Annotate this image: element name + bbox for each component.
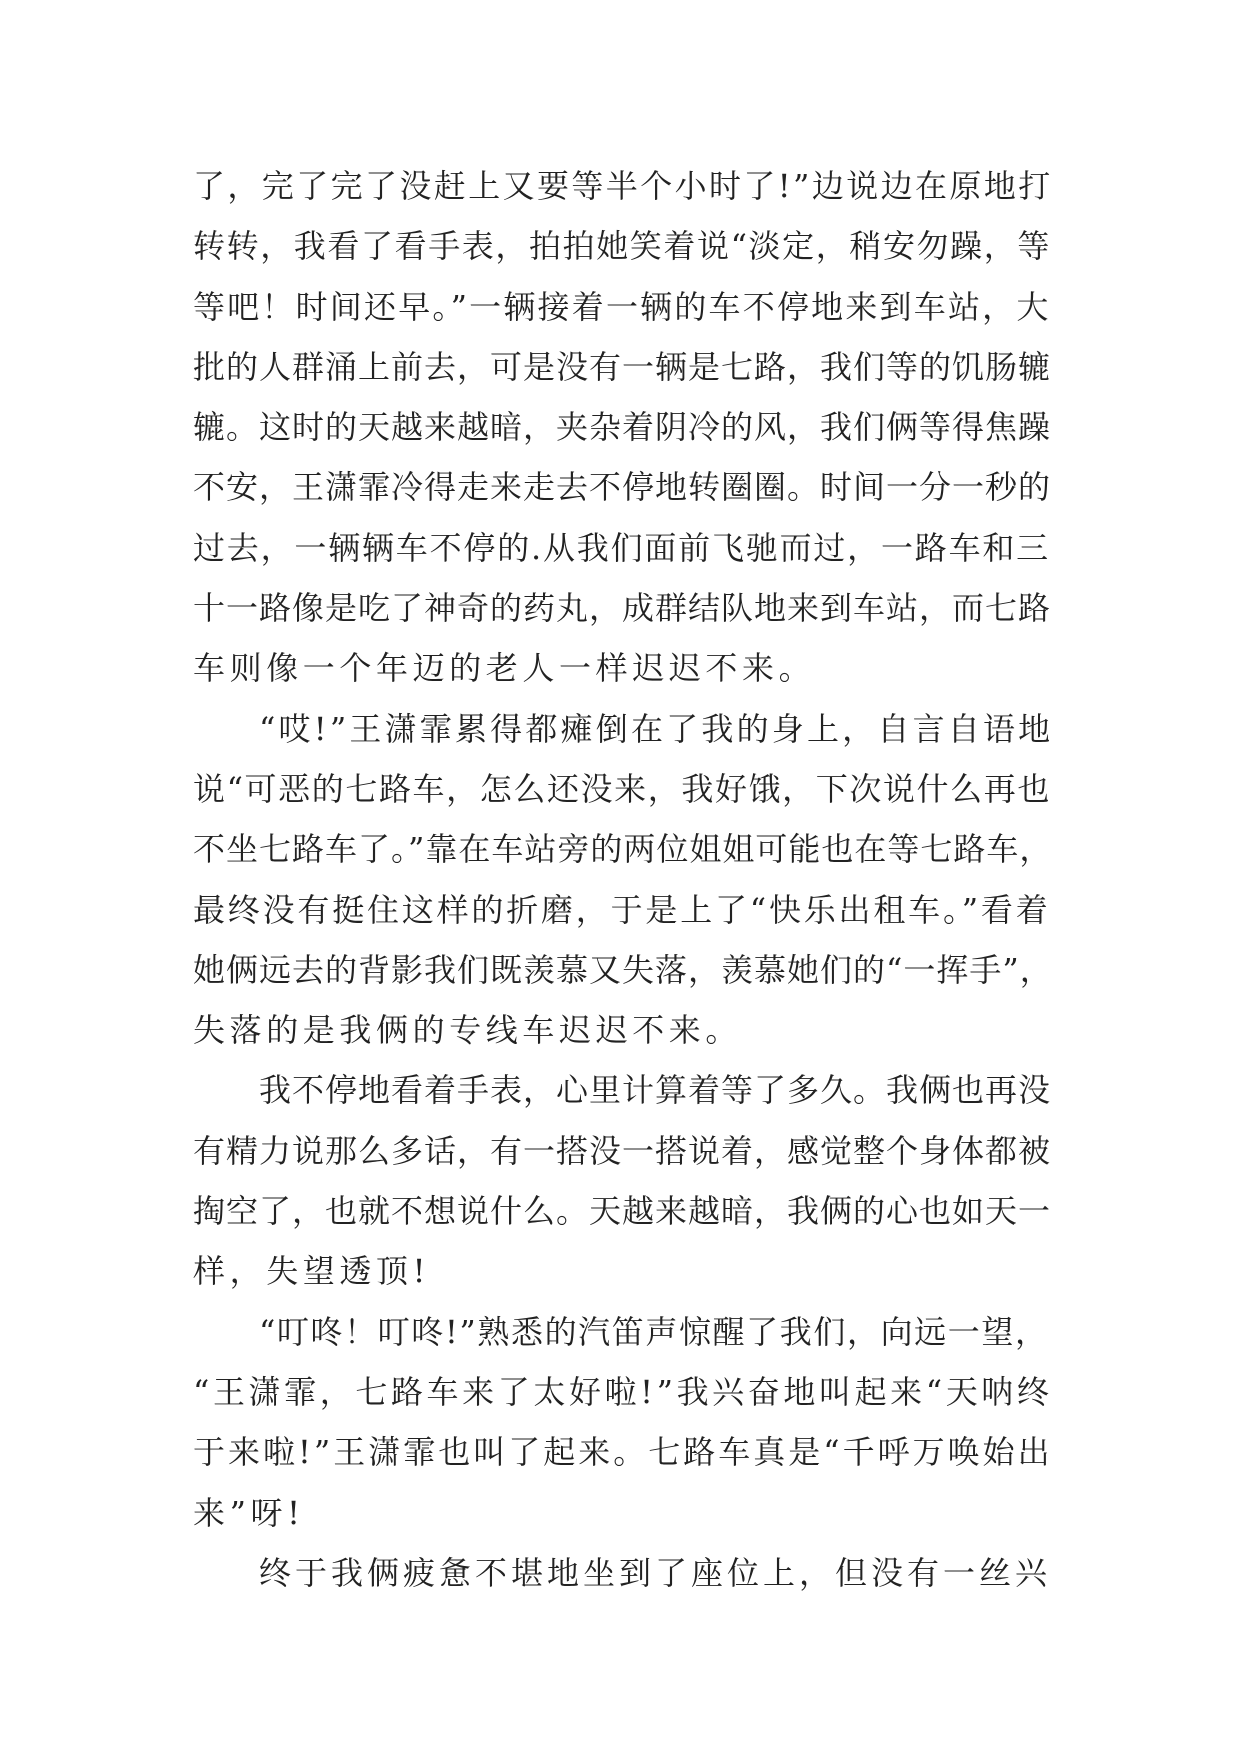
paragraph-first-line: 终于我俩疲惫不堪地坐到了座位上，但没有一丝兴 xyxy=(259,1553,1052,1592)
text-line: 不安，王潇霏冷得走来走去不停地转圈圈。时间一分一秒的 xyxy=(193,468,1052,507)
text-line: 有精力说那么多话，有一搭没一搭说着，感觉整个身体都被 xyxy=(193,1131,1052,1170)
text-line: 样，失望透顶! xyxy=(193,1252,431,1291)
text-line: 辘。这时的天越来越暗，夹杂着阴冷的风，我们俩等得焦躁 xyxy=(193,408,1052,447)
text-line: 批的人群涌上前去，可是没有一辆是七路，我们等的饥肠辘 xyxy=(193,347,1052,386)
paragraph-first-line: 我不停地看着手表，心里计算着等了多久。我俩也再没 xyxy=(259,1071,1052,1110)
text-line: 来”呀! xyxy=(193,1493,305,1532)
text-line: 不坐七路车了。”靠在车站旁的两位姐姐可能也在等七路车， xyxy=(193,830,1053,869)
text-line: 她俩远去的背影我们既羡慕又失落，羡慕她们的“一挥手”， xyxy=(193,950,1053,989)
text-line: 转转，我看了看手表，拍拍她笑着说“淡定，稍安勿躁，等 xyxy=(193,227,1051,266)
paragraph-first-line: “叮咚！叮咚!”熟悉的汽笛声惊醒了我们，向远一望， xyxy=(259,1312,1049,1351)
text-line: 了，完了完了没赶上又要等半个小时了!”边说边在原地打 xyxy=(193,167,1053,205)
text-line: 于来啦!”王潇霏也叫了起来。七路车真是“千呼万唤始出 xyxy=(193,1433,1053,1472)
text-line: 车则像一个年迈的老人一样迟迟不来。 xyxy=(193,649,816,688)
text-line: 失落的是我俩的专线车迟迟不来。 xyxy=(193,1011,743,1050)
text-line: 最终没有挺住这样的折磨，于是上了“快乐出租车。”看着 xyxy=(193,890,1051,929)
paragraph-first-line: “哎!”王潇霏累得都瘫倒在了我的身上，自言自语地 xyxy=(259,709,1054,748)
text-line: 掏空了，也就不想说什么。天越来越暗，我俩的心也如天一 xyxy=(193,1192,1052,1231)
text-line: 过去，一辆辆车不停的.从我们面前飞驰而过，一路车和三 xyxy=(193,528,1050,567)
text-line: 说“可恶的七路车，怎么还没来，我好饿，下次说什么再也 xyxy=(193,769,1051,808)
text-line: 十一路像是吃了神奇的药丸，成群结队地来到车站，而七路 xyxy=(193,589,1052,628)
text-line: 等吧！时间还早。”一辆接着一辆的车不停地来到车站，大 xyxy=(193,287,1051,326)
body-text xyxy=(193,156,1053,1603)
text-line: “王潇霏，七路车来了太好啦!”我兴奋地叫起来“天呐终 xyxy=(193,1372,1053,1411)
